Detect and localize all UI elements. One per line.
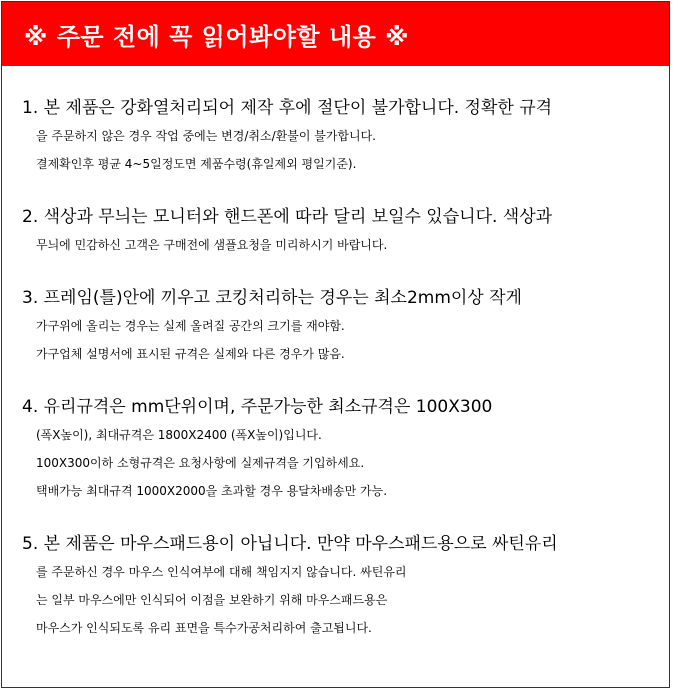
- notice-line: 을 주문하지 않은 경우 작업 중에는 변경/취소/환불이 불가합니다.: [36, 129, 376, 143]
- notice-line: 는 일부 마우스에만 인식되어 이점을 보완하기 위해 마우스패드용은: [36, 593, 388, 607]
- notice-line: 1. 본 제품은 강화열처리되어 제작 후에 절단이 불가합니다. 정확한 규격: [22, 98, 553, 118]
- notice-line: 마우스가 인식되도록 유리 표면을 특수가공처리하여 출고됩니다.: [36, 621, 372, 635]
- notice-line: 가구업체 설명서에 표시된 규격은 실제와 다른 경우가 많음.: [36, 347, 345, 361]
- notice-list: [22, 94, 662, 667]
- notice-line: 를 주문하신 경우 마우스 인식여부에 대해 책임지지 않습니다. 싸틴유리: [36, 565, 407, 579]
- page-title: ※ 주문 전에 꼭 읽어봐야할 내용 ※: [24, 22, 410, 51]
- notice-line: 가구위에 올리는 경우는 실제 올려질 공간의 크기를 재야함.: [36, 319, 345, 333]
- notice-line: (폭X높이), 최대규격은 1800X2400 (폭X높이)입니다.: [36, 428, 322, 442]
- notice-item-2: [22, 203, 662, 259]
- notice-line: 5. 본 제품은 마우스패드용이 아닙니다. 만약 마우스패드용으로 싸틴유리: [22, 534, 558, 554]
- notice-line: 무늬에 민감하신 고객은 구매전에 샘플요청을 미리하시기 바랍니다.: [36, 238, 388, 252]
- notice-header: [2, 2, 669, 66]
- notice-frame: [1, 1, 670, 688]
- notice-line: 4. 유리규격은 mm단위이며, 주문가능한 최소규격은 100X300: [22, 397, 493, 417]
- notice-line: 2. 색상과 무늬는 모니터와 핸드폰에 따라 달리 보일수 있습니다. 색상과: [22, 207, 553, 227]
- notice-line: 택배가능 최대규격 1000X2000을 초과할 경우 용달차배송만 가능.: [36, 484, 388, 498]
- notice-item-4: [22, 393, 662, 505]
- notice-line: 100X300이하 소형규격은 요청사항에 실제규격을 기입하세요.: [36, 456, 365, 470]
- notice-item-1: [22, 94, 662, 178]
- notice-item-5: [22, 530, 662, 642]
- notice-item-3: [22, 284, 662, 368]
- notice-line: 결제확인후 평균 4~5일정도면 제품수령(휴일제외 평일기준).: [36, 157, 357, 171]
- notice-line: 3. 프레임(틀)안에 끼우고 코킹처리하는 경우는 최소2mm이상 작게: [22, 288, 522, 308]
